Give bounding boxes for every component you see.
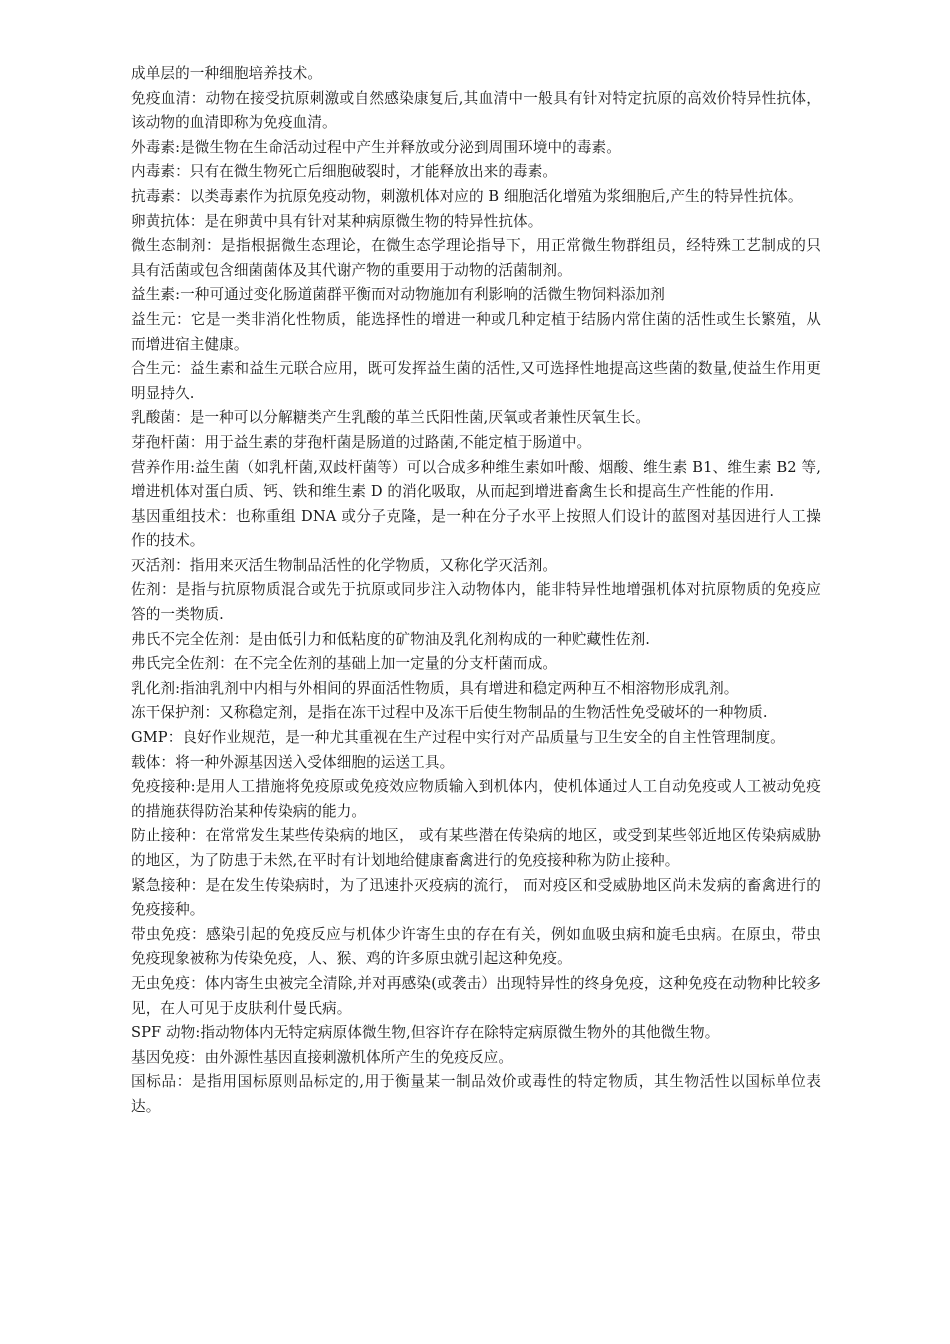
paragraph-prebiotic: 益生元：它是一类非消化性物质，能选择性的增进一种或几种定植于结肠内常住菌的活性或生长繁殖，从而增进宿主健康。 <box>131 310 821 353</box>
document-body <box>131 62 821 1120</box>
paragraph-complete-freund-adjuvant: 弗氏完全佐剂：在不完全佐剂的基础上加一定量的分支杆菌而成。 <box>131 655 558 673</box>
paragraph-emulsifier: 乳化剂:指油乳剂中内相与外相间的界面活性物质，具有增进和稳定两种互不相溶物形成乳剂。 <box>131 679 739 697</box>
paragraph-preventive-vaccination: 防止接种：在常常发生某些传染病的地区， 或有某些潜在传染病的地区，或受到某些邻近地区传染病威胁的地区，为了防患于未然,在平时有计划地给健康畜禽进行的免疫接种称为防止接种。 <box>131 827 821 869</box>
paragraph-premunition: 带虫免疫：感染引起的免疫反应与机体少许寄生虫的存在有关，例如血吸虫病和旋毛虫病。在原虫，带虫免疫现象被称为传染免疫，人、猴、鸡的许多原虫就引起这种免疫。 <box>131 925 821 968</box>
paragraph-sterile-immunity: 无虫免疫：体内寄生虫被完全清除,并对再感染(或袭击）出现特异性的终身免疫，这种免疫在动物种比较多见，在人可见于皮肤利什曼氏病。 <box>131 974 821 1017</box>
paragraph-incomplete-freund-adjuvant: 弗氏不完全佐剂：是由低引力和低粘度的矿物油及乳化剂构成的一种贮藏性佐剂. <box>131 630 651 648</box>
paragraph-microecological-preparation: 微生态制剂：是指根据微生态理论，在微生态学理论指导下，用正常微生物群组员，经特殊工艺制成的只具有活菌或包含细菌菌体及其代谢产物的重要用于动物的活菌制剂。 <box>131 237 821 279</box>
paragraph-bacillus: 芽孢杆菌：用于益生素的芽孢杆菌是肠道的过路菌,不能定植于肠道中。 <box>131 433 592 451</box>
paragraph-inactivator: 灭活剂：指用来灭活生物制品活性的化学物质，又称化学灭活剂。 <box>131 556 558 574</box>
paragraph-probiotic: 益生素:一种可通过变化肠道菌群平衡而对动物施加有利影响的活微生物饲料添加剂 <box>131 286 665 304</box>
paragraph-emergency-vaccination: 紧急接种：是在发生传染病时，为了迅速扑灭疫病的流行， 而对疫区和受威胁地区尚未发病的畜禽进行的免疫接种。 <box>131 876 821 919</box>
paragraph-cell-culture-tail: 成单层的一种细胞培养技术。 <box>131 65 323 82</box>
paragraph-lyoprotectant: 冻干保护剂：又称稳定剂，是指在冻干过程中及冻干后使生物制品的生物活性免受破坏的一种物质. <box>131 704 768 722</box>
paragraph-gene-recombination: 基因重组技术：也称重组 DNA 或分子克隆，是一种在分子水平上按照人们设计的蓝图对基因进行人工操作的技术。 <box>131 507 821 550</box>
paragraph-spf-animal: SPF 动物:指动物体内无特定病原体微生物,但容许存在除特定病原微生物外的其他微生物。 <box>131 1024 720 1042</box>
paragraph-gene-immunization: 基因免疫：由外源性基因直接刺激机体所产生的免疫反应。 <box>131 1048 514 1066</box>
paragraph-lactic-acid-bacteria: 乳酸菌：是一种可以分解糖类产生乳酸的革兰氏阳性菌,厌氧或者兼性厌氧生长。 <box>131 409 651 427</box>
paragraph-endotoxin: 内毒素：只有在微生物死亡后细胞破裂时，才能释放出来的毒素。 <box>131 163 558 181</box>
paragraph-gmp: GMP：良好作业规范，是一种尤其重视在生产过程中实行对产品质量与卫生安全的自主性管理制度。 <box>131 729 785 747</box>
paragraph-adjuvant: 佐剂：是指与抗原物质混合或先于抗原或同步注入动物体内，能非特异性地增强机体对抗原物质的免疫应答的一类物质. <box>131 581 821 624</box>
paragraph-immunization: 免疫接种:是用人工措施将免疫原或免疫效应物质输入到机体内，使机体通过人工自动免疫或人工被动免疫的措施获得防治某种传染病的能力。 <box>131 778 821 820</box>
paragraph-synbiotic: 合生元：益生素和益生元联合应用，既可发挥益生菌的活性,又可选择性地提高这些菌的数量,使益生作用更明显持久. <box>131 360 821 402</box>
paragraph-nutrition-function: 营养作用:益生菌（如乳杆菌,双歧杆菌等）可以合成多种维生素如叶酸、烟酸、维生素 B1、维生素 B2 等,增进机体对蛋白质、钙、铁和维生素 D 的消化吸取，从而起到增进畜禽生长和提高生产性能的作用. <box>131 458 821 501</box>
paragraph-exotoxin: 外毒素:是微生物在生命活动过程中产生并释放或分泌到周围环境中的毒素。 <box>131 138 621 156</box>
paragraph-national-standard: 国标品：是指用国标原则品标定的,用于衡量某一制品效价或毒性的特定物质，其生物活性以国标单位表达。 <box>131 1073 821 1115</box>
paragraph-vector: 载体：将一种外源基因送入受体细胞的运送工具。 <box>131 753 455 771</box>
paragraph-antitoxin: 抗毒素：以类毒素作为抗原免疫动物，刺激机体对应的 B 细胞活化增殖为浆细胞后,产生的特异性抗体。 <box>131 187 803 205</box>
paragraph-yolk-antibody: 卵黄抗体：是在卵黄中具有针对某种病原微生物的特异性抗体。 <box>131 212 543 230</box>
paragraph-immune-serum: 免疫血清：动物在接受抗原刺激或自然感染康复后,其血清中一般具有针对特定抗原的高效价特异性抗体，该动物的血清即称为免疫血清。 <box>131 89 821 132</box>
